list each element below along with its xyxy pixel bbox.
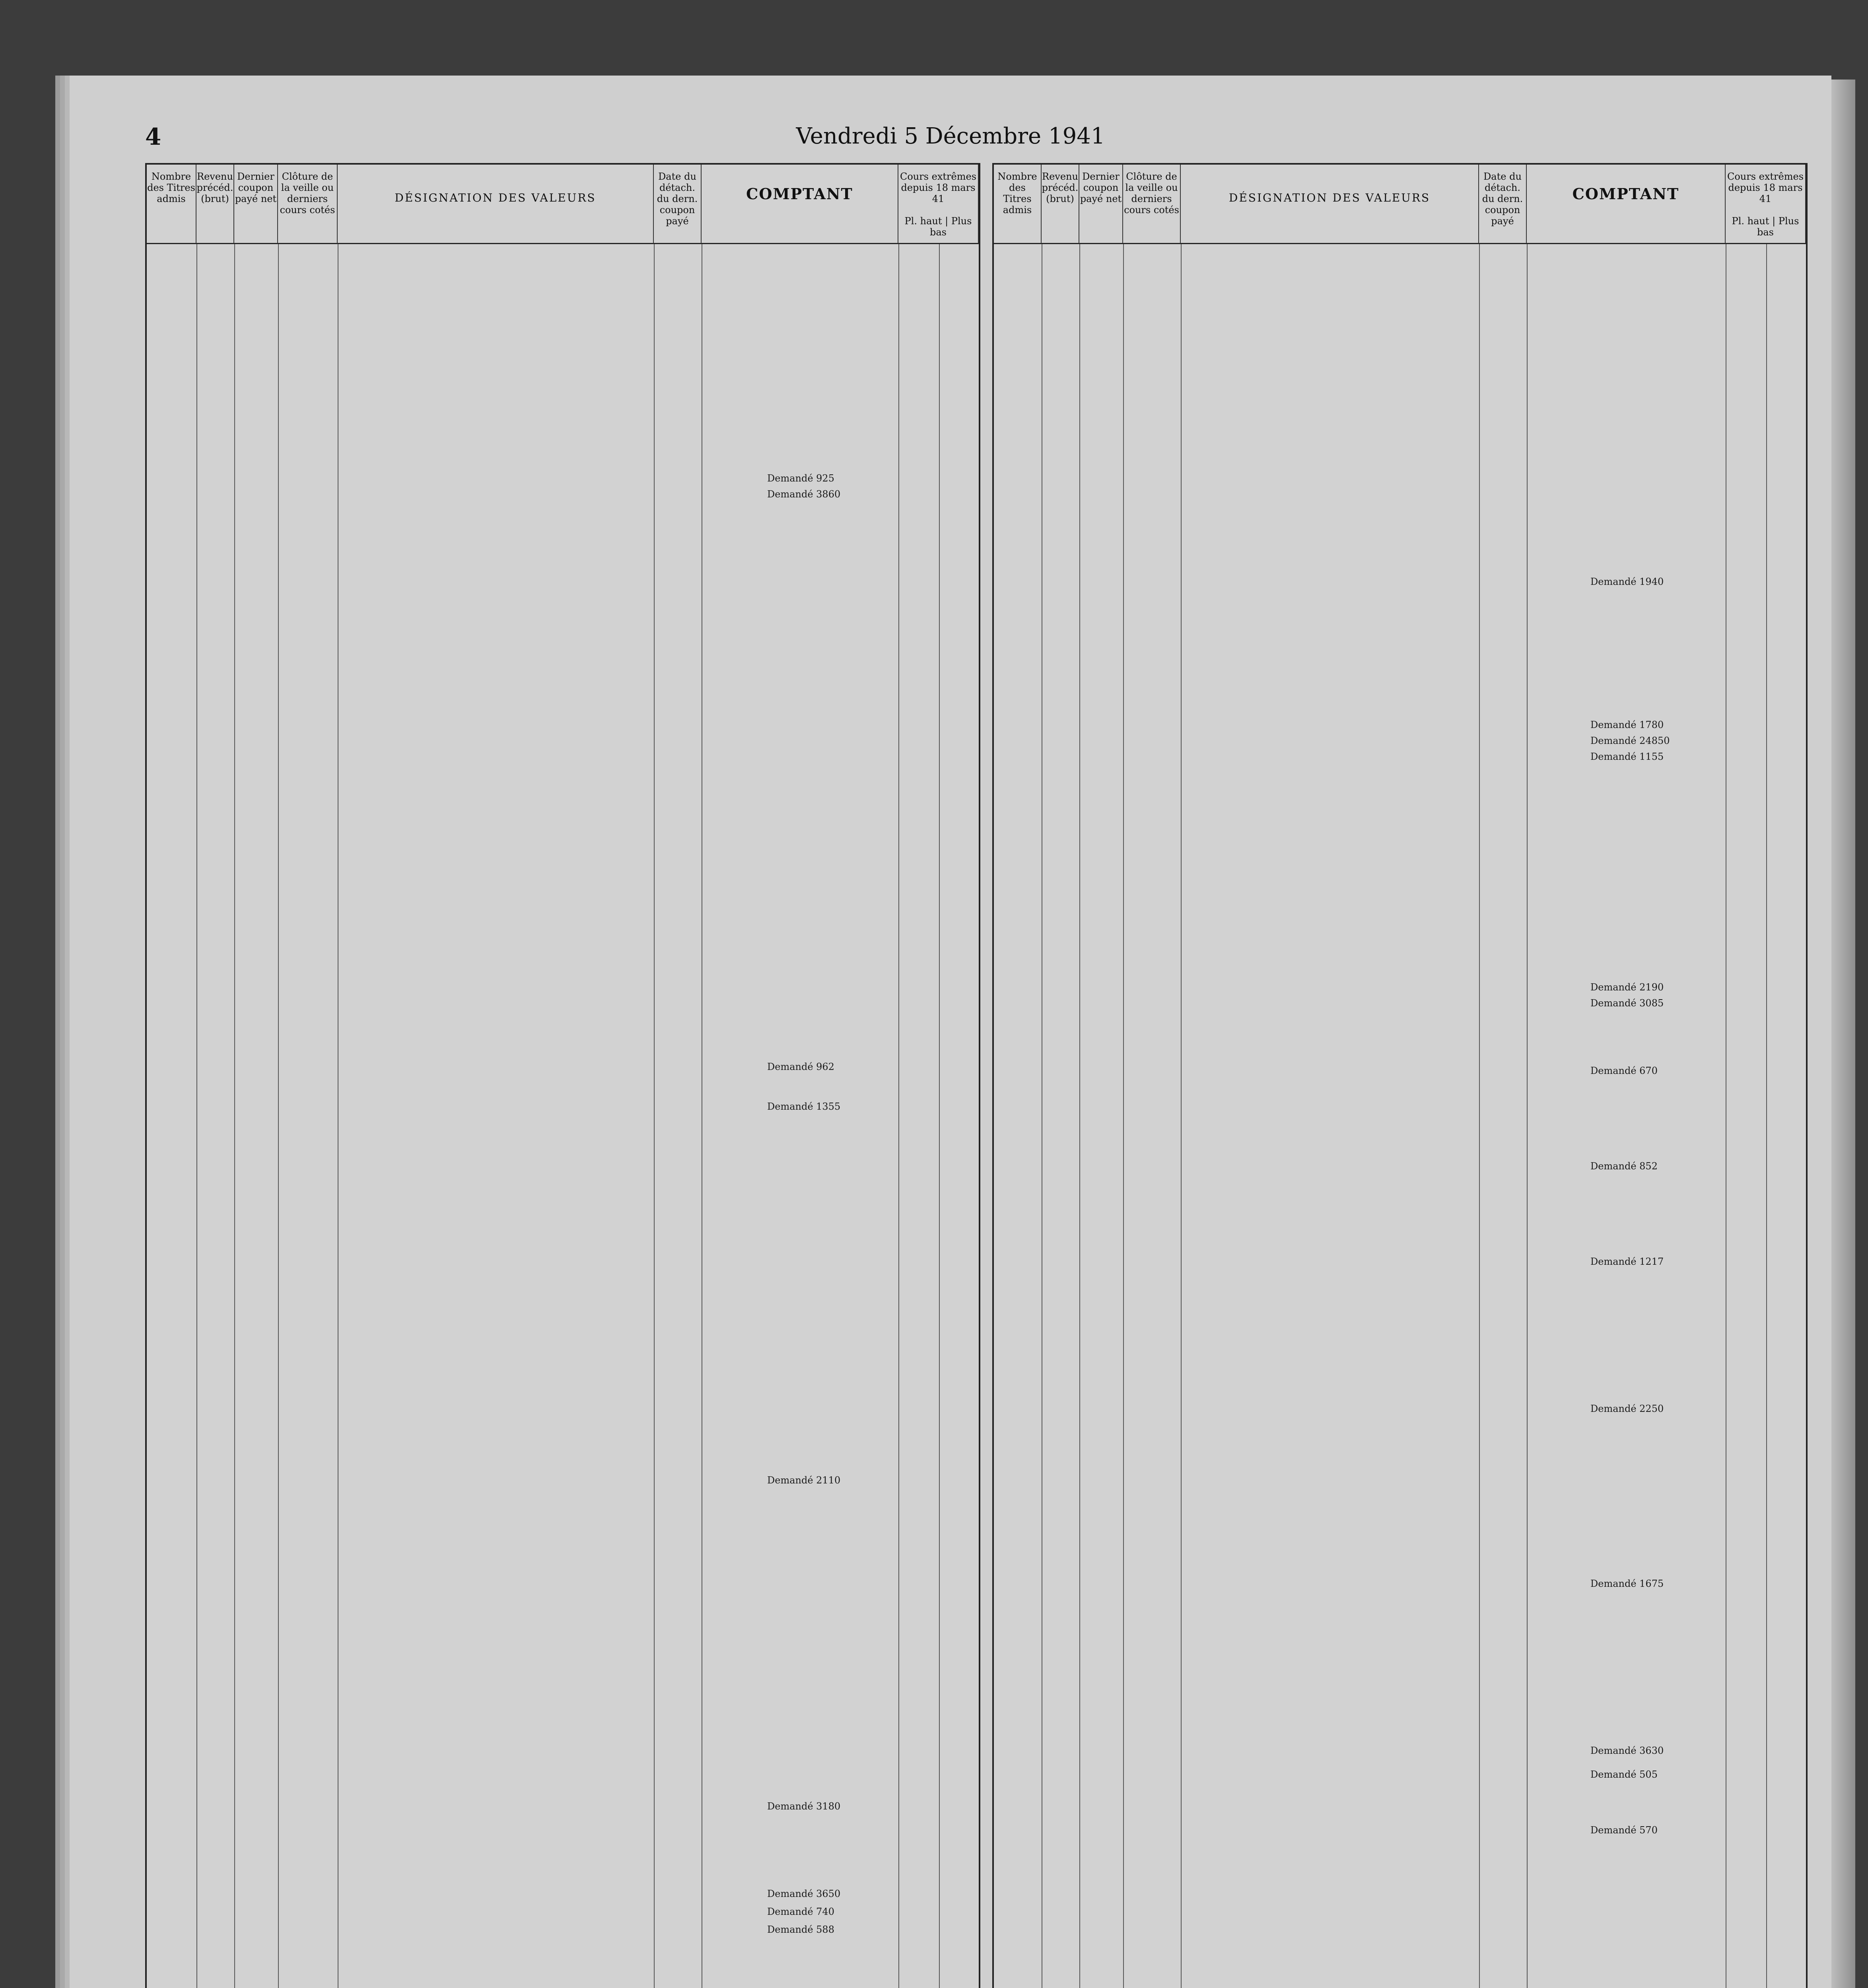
table-row bbox=[994, 1627, 1806, 1639]
table-row bbox=[147, 514, 979, 526]
table-row bbox=[147, 1173, 979, 1184]
table-row bbox=[994, 1508, 1806, 1520]
table-row bbox=[147, 1824, 979, 1836]
table-row bbox=[994, 900, 1806, 912]
table-row bbox=[994, 1103, 1806, 1115]
demand-note: Demandé 1155 bbox=[1590, 751, 1664, 762]
table-row bbox=[147, 1367, 979, 1378]
table-row bbox=[994, 1677, 1806, 1689]
table-row bbox=[147, 862, 979, 874]
demand-note: Demandé 925 bbox=[767, 473, 834, 484]
table-row bbox=[994, 630, 1806, 642]
demand-note: Demandé 3180 bbox=[767, 1801, 841, 1812]
table-row bbox=[147, 459, 979, 471]
table-row bbox=[994, 1880, 1806, 1892]
table-row bbox=[147, 1787, 979, 1799]
table-row bbox=[994, 1458, 1806, 1470]
rows-right bbox=[994, 250, 1806, 1988]
table-row bbox=[994, 1542, 1806, 1554]
table-row bbox=[994, 1289, 1806, 1301]
table-row bbox=[994, 1204, 1806, 1216]
table-row bbox=[147, 349, 979, 361]
table-row bbox=[147, 1008, 979, 1020]
table-row bbox=[147, 1549, 979, 1561]
table-row bbox=[147, 1191, 979, 1203]
demand-note: Demandé 2250 bbox=[1590, 1403, 1664, 1414]
newspaper-page bbox=[70, 76, 1831, 1988]
table-row bbox=[147, 1044, 979, 1056]
table-row bbox=[147, 1348, 979, 1360]
table-row bbox=[147, 258, 979, 270]
table-row bbox=[994, 1238, 1806, 1250]
table-row bbox=[147, 1623, 979, 1635]
table-row bbox=[994, 1306, 1806, 1318]
col-header-extremes: Cours extrêmes depuis 18 mars 41 Pl. haut | Plus bas bbox=[898, 165, 979, 244]
demand-note: Demandé 1940 bbox=[1590, 576, 1664, 587]
table-row bbox=[994, 393, 1806, 405]
table-row bbox=[994, 1492, 1806, 1504]
table-row bbox=[147, 1081, 979, 1093]
table-row bbox=[994, 613, 1806, 625]
table-row bbox=[994, 1188, 1806, 1200]
demand-note: Demandé 670 bbox=[1590, 1065, 1658, 1076]
table-row bbox=[994, 1914, 1806, 1926]
demand-note: Demandé 1217 bbox=[1590, 1256, 1664, 1267]
table-row bbox=[994, 410, 1806, 422]
demand-note: Demandé 1675 bbox=[1590, 1578, 1664, 1589]
table-row bbox=[994, 1086, 1806, 1098]
table-row bbox=[147, 569, 979, 581]
table-row bbox=[994, 1695, 1806, 1706]
table-row bbox=[147, 715, 979, 727]
demand-note: Demandé 852 bbox=[1590, 1161, 1658, 1172]
col-header-revenu: Revenu précéd. (brut) bbox=[1042, 165, 1079, 244]
table-row bbox=[994, 1424, 1806, 1436]
page-header bbox=[70, 123, 1831, 155]
table-row bbox=[994, 427, 1806, 439]
table-row bbox=[147, 971, 979, 983]
table-row bbox=[994, 1610, 1806, 1622]
quotation-table-right bbox=[992, 163, 1808, 1988]
table-row bbox=[147, 935, 979, 947]
table-row bbox=[994, 866, 1806, 878]
table-row bbox=[994, 1340, 1806, 1351]
table-row bbox=[147, 1227, 979, 1239]
demand-note: Demandé 2190 bbox=[1590, 982, 1664, 993]
quotation-table-left bbox=[145, 163, 980, 1988]
table-row bbox=[994, 968, 1806, 980]
col-header-comptant: COMPTANT bbox=[1527, 165, 1726, 244]
page-number: 4 bbox=[145, 123, 161, 150]
table-row bbox=[994, 917, 1806, 929]
col-header-designation: DÉSIGNATION DES VALEURS bbox=[1181, 165, 1479, 244]
col-header-designation: DÉSIGNATION DES VALEURS bbox=[338, 165, 654, 244]
table-row bbox=[147, 1513, 979, 1525]
table-row bbox=[994, 478, 1806, 490]
table-row bbox=[994, 833, 1806, 845]
table-row bbox=[147, 880, 979, 892]
table-row bbox=[994, 1272, 1806, 1284]
demand-note: Demandé 3650 bbox=[767, 1888, 841, 1899]
demand-note: Demandé 740 bbox=[767, 1906, 834, 1917]
table-row bbox=[147, 1458, 979, 1470]
table-row bbox=[147, 1154, 979, 1166]
demand-note: Demandé 3860 bbox=[767, 489, 841, 500]
demand-note: Demandé 1780 bbox=[1590, 719, 1664, 730]
table-row bbox=[147, 1118, 979, 1130]
page-edge bbox=[1831, 80, 1855, 1988]
table-row bbox=[147, 1714, 979, 1726]
table-row bbox=[994, 1796, 1806, 1808]
col-header-date: Date du détach. du dern. coupon payé bbox=[1479, 165, 1527, 244]
table-row bbox=[994, 1120, 1806, 1132]
demand-note: Demandé 3630 bbox=[1590, 1745, 1664, 1756]
demand-note: Demandé 962 bbox=[767, 1061, 834, 1072]
table-row bbox=[147, 587, 979, 599]
col-header-cloture: Clôture de la veille ou derniers cours cotés bbox=[278, 165, 338, 244]
table-row bbox=[994, 1019, 1806, 1031]
table-row bbox=[147, 1246, 979, 1258]
table-row bbox=[147, 1586, 979, 1598]
table-row bbox=[147, 1732, 979, 1744]
table-row bbox=[994, 1373, 1806, 1385]
demand-note: Demandé 570 bbox=[1590, 1825, 1658, 1836]
table-row bbox=[147, 606, 979, 617]
table-row bbox=[994, 275, 1806, 287]
demand-note: Demandé 1355 bbox=[767, 1101, 841, 1112]
table-row bbox=[994, 1813, 1806, 1825]
table-row bbox=[147, 1769, 979, 1781]
table-row bbox=[994, 1357, 1806, 1369]
table-row bbox=[147, 1659, 979, 1671]
col-header-date: Date du détach. du dern. coupon payé bbox=[654, 165, 702, 244]
table-row bbox=[147, 807, 979, 819]
col-header-coupon: Dernier coupon payé net bbox=[234, 165, 278, 244]
demand-note: Demandé 24850 bbox=[1590, 735, 1670, 746]
table-row bbox=[147, 1440, 979, 1452]
table-row bbox=[147, 1963, 979, 1975]
table-row bbox=[147, 1385, 979, 1397]
table-row bbox=[147, 386, 979, 398]
table-row bbox=[147, 295, 979, 307]
page-date: Vendredi 5 Décembre 1941 bbox=[796, 123, 1105, 149]
table-row bbox=[994, 697, 1806, 709]
table-row bbox=[994, 461, 1806, 473]
table-row bbox=[147, 1026, 979, 1038]
table-row bbox=[147, 660, 979, 672]
table-row bbox=[147, 843, 979, 855]
table-row bbox=[147, 441, 979, 453]
table-row bbox=[994, 444, 1806, 456]
table-row bbox=[994, 546, 1806, 557]
table-row bbox=[994, 1846, 1806, 1858]
extremes-label: Cours extrêmes depuis 18 mars 41 bbox=[1727, 171, 1804, 204]
rows-left bbox=[147, 250, 979, 1988]
table-row bbox=[147, 331, 979, 343]
table-row bbox=[147, 1403, 979, 1415]
table-row bbox=[994, 1728, 1806, 1740]
table-row bbox=[994, 1052, 1806, 1064]
table-row bbox=[994, 782, 1806, 794]
table-row bbox=[994, 512, 1806, 524]
col-header-comptant: COMPTANT bbox=[702, 165, 898, 244]
table-row bbox=[147, 1264, 979, 1276]
table-row bbox=[147, 752, 979, 764]
table-row bbox=[994, 765, 1806, 777]
table-row bbox=[994, 292, 1806, 304]
table-row bbox=[147, 679, 979, 691]
table-row bbox=[994, 1475, 1806, 1487]
table-row bbox=[147, 551, 979, 563]
table-row bbox=[147, 532, 979, 544]
table-row bbox=[994, 1864, 1806, 1875]
table-row bbox=[994, 1323, 1806, 1335]
table-row bbox=[994, 1137, 1806, 1149]
demand-note: Demandé 588 bbox=[767, 1924, 834, 1935]
demand-note: Demandé 3085 bbox=[1590, 998, 1664, 1009]
table-row bbox=[147, 276, 979, 288]
table-row bbox=[994, 495, 1806, 507]
table-row bbox=[994, 377, 1806, 388]
table-row bbox=[994, 1948, 1806, 1960]
demand-note: Demandé 505 bbox=[1590, 1769, 1658, 1780]
table-row bbox=[147, 990, 979, 1002]
table-row bbox=[147, 313, 979, 325]
table-row bbox=[147, 423, 979, 435]
table-row bbox=[994, 1965, 1806, 1977]
table-row bbox=[994, 1559, 1806, 1571]
col-header-revenu: Revenu précéd. (brut) bbox=[196, 165, 234, 244]
table-row bbox=[994, 343, 1806, 355]
table-row bbox=[994, 326, 1806, 338]
table-row bbox=[147, 734, 979, 746]
table-row bbox=[147, 1421, 979, 1433]
table-row bbox=[994, 1526, 1806, 1538]
plus-bas-label: Plus bas bbox=[930, 215, 972, 238]
table-row bbox=[994, 816, 1806, 828]
table-row bbox=[147, 697, 979, 709]
table-row bbox=[147, 1945, 979, 1957]
table-row bbox=[147, 642, 979, 654]
col-header-extremes: Cours extrêmes depuis 18 mars 41 Pl. haut | Plus bas bbox=[1726, 165, 1806, 244]
table-row bbox=[147, 953, 979, 965]
table-row bbox=[994, 799, 1806, 811]
table-row bbox=[994, 258, 1806, 270]
table-row bbox=[994, 1035, 1806, 1047]
table-row bbox=[147, 1677, 979, 1689]
table-row bbox=[994, 1390, 1806, 1402]
table-row bbox=[147, 916, 979, 928]
table-row bbox=[147, 1531, 979, 1543]
table-row bbox=[994, 1711, 1806, 1723]
col-header-nombre: Nombre des Titres admis bbox=[994, 165, 1042, 244]
plus-bas-label: Plus bas bbox=[1757, 215, 1799, 238]
table-row bbox=[147, 1696, 979, 1708]
table-row bbox=[147, 404, 979, 416]
col-header-nombre: Nombre des Titres admis bbox=[147, 165, 196, 244]
table-row bbox=[994, 1593, 1806, 1605]
table-row bbox=[994, 1644, 1806, 1656]
demand-note: Demandé 2110 bbox=[767, 1475, 841, 1486]
col-header-cloture: Clôture de la veille ou derniers cours cotés bbox=[1123, 165, 1181, 244]
table-row bbox=[994, 359, 1806, 371]
table-row bbox=[994, 647, 1806, 659]
table-row bbox=[147, 770, 979, 782]
table-row bbox=[147, 1136, 979, 1148]
table-row bbox=[994, 528, 1806, 540]
table-row bbox=[994, 1897, 1806, 1909]
extremes-label: Cours extrêmes depuis 18 mars 41 bbox=[900, 171, 977, 204]
table-row bbox=[147, 898, 979, 910]
table-row bbox=[147, 788, 979, 800]
table-row bbox=[994, 934, 1806, 946]
table-row bbox=[147, 1641, 979, 1653]
table-row bbox=[147, 1282, 979, 1294]
table-row bbox=[147, 368, 979, 380]
table-row bbox=[994, 1441, 1806, 1453]
col-header-coupon: Dernier coupon payé net bbox=[1079, 165, 1123, 244]
table-row bbox=[147, 624, 979, 636]
table-row bbox=[147, 1604, 979, 1616]
table-row bbox=[147, 1209, 979, 1221]
table-row bbox=[994, 1982, 1806, 1988]
plus-haut-label: Pl. haut bbox=[904, 215, 942, 227]
table-row bbox=[994, 1931, 1806, 1943]
table-row bbox=[147, 1981, 979, 1988]
table-row bbox=[994, 951, 1806, 963]
plus-haut-label: Pl. haut bbox=[1732, 215, 1769, 227]
table-row bbox=[994, 883, 1806, 895]
table-row bbox=[994, 1221, 1806, 1233]
table-row bbox=[994, 1661, 1806, 1673]
table-row bbox=[147, 1568, 979, 1580]
table-row bbox=[147, 1751, 979, 1763]
table-row bbox=[147, 825, 979, 837]
table-row bbox=[994, 681, 1806, 693]
table-row bbox=[147, 1495, 979, 1507]
table-row bbox=[994, 850, 1806, 862]
table-row bbox=[994, 309, 1806, 321]
table-row bbox=[994, 664, 1806, 676]
table-row bbox=[994, 562, 1806, 574]
table-row bbox=[994, 596, 1806, 608]
